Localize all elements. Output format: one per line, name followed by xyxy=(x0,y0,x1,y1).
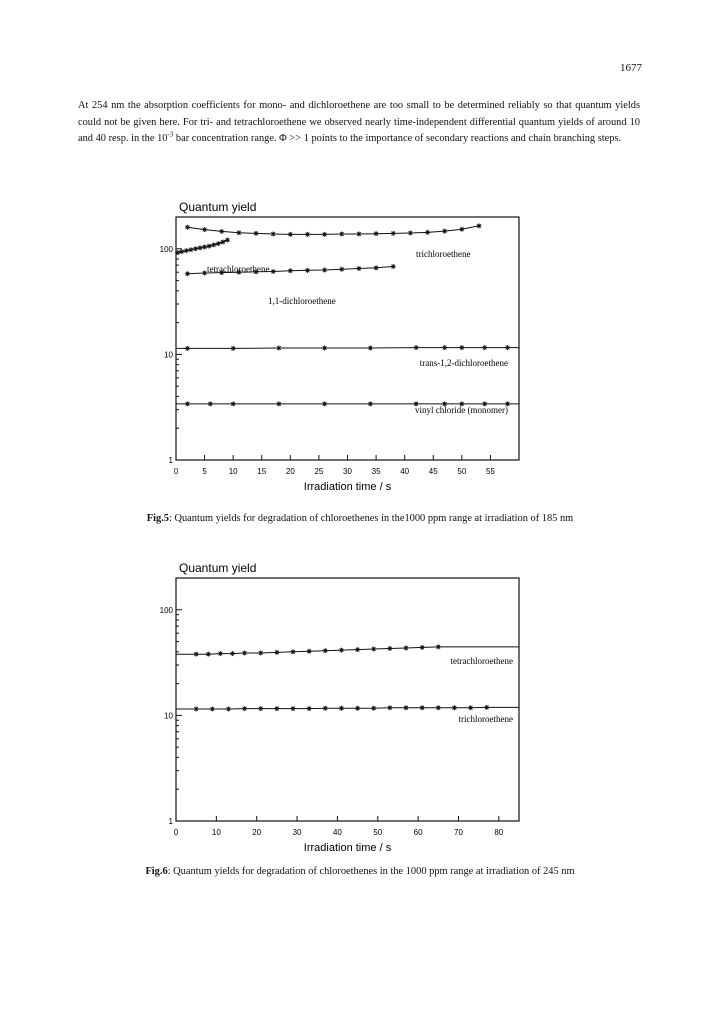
figure-5-caption xyxy=(0,513,720,524)
x-tick-label: 25 xyxy=(314,467,324,476)
data-point-1-1-dichloroethene xyxy=(202,270,207,275)
x-tick-label: 20 xyxy=(252,828,262,837)
figure-5 xyxy=(0,195,720,495)
series-label-trichloroethene: trichloroethene xyxy=(458,714,513,724)
figure-5-chart xyxy=(0,195,720,495)
chart-title: Quantum yield xyxy=(179,561,257,575)
data-point-tetrachloroethene xyxy=(179,249,184,254)
x-axis-label: Irradiation time / s xyxy=(303,481,392,493)
series-label-vinyl-chloride-monomer: vinyl chloride (monomer) xyxy=(415,405,508,415)
data-point-trans-1-2-dichloroethene xyxy=(322,345,327,350)
data-point-trichloroethene xyxy=(484,705,489,710)
data-point-tetrachloroethene xyxy=(218,651,223,656)
x-tick-label: 0 xyxy=(173,828,179,837)
data-point-trichloroethene xyxy=(185,225,190,230)
series-label-tetrachloroethene: tetrachloroethene xyxy=(207,264,270,274)
figure-6-caption-text: : Quantum yields for degradation of chloroethenes in the 1000 ppm range at irradiation of 245 nm xyxy=(167,866,575,877)
data-point-trichloroethene xyxy=(307,706,312,711)
series-label-tetrachloroethene: tetrachloroethene xyxy=(450,656,513,666)
data-point-trichloroethene xyxy=(219,229,224,234)
data-point-tetrachloroethene xyxy=(202,244,207,249)
x-tick-label: 60 xyxy=(413,828,423,837)
x-tick-label: 30 xyxy=(343,467,352,476)
data-point-trichloroethene xyxy=(442,229,447,234)
data-point-vinyl-chloride-monomer xyxy=(231,401,236,406)
chart-title: Quantum yield xyxy=(179,200,257,214)
x-tick-label: 40 xyxy=(400,467,410,476)
data-point-trichloroethene xyxy=(258,706,263,711)
data-point-trans-1-2-dichloroethene xyxy=(459,345,464,350)
data-point-trichloroethene xyxy=(194,706,199,711)
x-tick-label: 40 xyxy=(332,828,342,837)
data-point-tetrachloroethene xyxy=(404,645,409,650)
data-point-1-1-dichloroethene xyxy=(356,266,361,271)
y-tick-label: 10 xyxy=(164,711,173,721)
data-point-1-1-dichloroethene xyxy=(305,268,310,273)
data-point-trichloroethene xyxy=(254,231,259,236)
data-point-tetrachloroethene xyxy=(175,250,180,255)
data-point-tetrachloroethene xyxy=(216,241,221,246)
data-point-tetrachloroethene xyxy=(225,238,230,243)
data-point-trichloroethene xyxy=(408,231,413,236)
data-point-tetrachloroethene xyxy=(242,650,247,655)
data-point-trans-1-2-dichloroethene xyxy=(185,346,190,351)
y-tick-label: 10 xyxy=(164,350,173,360)
data-point-trichloroethene xyxy=(391,231,396,236)
y-tick-label: 1 xyxy=(168,456,173,465)
x-tick-label: 0 xyxy=(173,467,179,476)
data-point-tetrachloroethene xyxy=(323,648,328,653)
data-point-trichloroethene xyxy=(202,227,207,232)
data-point-tetrachloroethene xyxy=(387,646,392,651)
data-point-trans-1-2-dichloroethene xyxy=(368,345,373,350)
data-point-trichloroethene xyxy=(291,706,296,711)
data-point-trichloroethene xyxy=(371,706,376,711)
data-point-trichloroethene xyxy=(452,705,457,710)
data-point-tetrachloroethene xyxy=(193,246,198,251)
data-point-vinyl-chloride-monomer xyxy=(322,401,327,406)
data-point-trichloroethene xyxy=(226,706,231,711)
data-point-tetrachloroethene xyxy=(211,242,216,247)
data-point-vinyl-chloride-monomer xyxy=(185,401,190,406)
x-tick-label: 55 xyxy=(485,467,495,476)
data-point-trichloroethene xyxy=(468,705,473,710)
data-point-tetrachloroethene xyxy=(207,244,212,249)
data-point-1-1-dichloroethene xyxy=(339,267,344,272)
data-point-trichloroethene xyxy=(210,706,215,711)
data-point-tetrachloroethene xyxy=(258,650,263,655)
figure-5-caption-label: Fig.5 xyxy=(146,513,169,524)
data-point-trichloroethene xyxy=(355,706,360,711)
x-tick-label: 30 xyxy=(292,828,302,837)
data-point-trichloroethene xyxy=(356,232,361,237)
series-line-tetrachloroethene xyxy=(176,647,519,654)
data-point-trichloroethene xyxy=(323,706,328,711)
figure-6-chart xyxy=(0,556,720,856)
data-point-trans-1-2-dichloroethene xyxy=(442,345,447,350)
data-point-trichloroethene xyxy=(322,232,327,237)
data-point-trichloroethene xyxy=(476,223,481,228)
x-tick-label: 10 xyxy=(211,828,221,837)
x-tick-label: 80 xyxy=(494,828,504,837)
data-point-trans-1-2-dichloroethene xyxy=(505,345,510,350)
plot-frame xyxy=(176,578,519,821)
data-point-tetrachloroethene xyxy=(220,239,225,244)
data-point-trichloroethene xyxy=(236,230,241,235)
data-point-tetrachloroethene xyxy=(184,248,189,253)
data-point-1-1-dichloroethene xyxy=(391,264,396,269)
data-point-trichloroethene xyxy=(339,706,344,711)
data-point-vinyl-chloride-monomer xyxy=(368,401,373,406)
data-point-1-1-dichloroethene xyxy=(271,269,276,274)
data-point-trichloroethene xyxy=(436,705,441,710)
data-point-1-1-dichloroethene xyxy=(219,270,224,275)
data-point-trichloroethene xyxy=(288,232,293,237)
data-point-trichloroethene xyxy=(459,227,464,232)
data-point-trans-1-2-dichloroethene xyxy=(482,345,487,350)
data-point-1-1-dichloroethene xyxy=(374,265,379,270)
x-tick-label: 50 xyxy=(373,828,383,837)
data-point-trans-1-2-dichloroethene xyxy=(414,345,419,350)
data-point-tetrachloroethene xyxy=(194,652,199,657)
data-point-1-1-dichloroethene xyxy=(254,269,259,274)
data-point-1-1-dichloroethene xyxy=(236,270,241,275)
data-point-trichloroethene xyxy=(271,232,276,237)
body-paragraph xyxy=(78,98,640,148)
data-point-vinyl-chloride-monomer xyxy=(208,401,213,406)
y-tick-label: 100 xyxy=(159,605,173,615)
data-point-trichloroethene xyxy=(374,231,379,236)
x-tick-label: 70 xyxy=(454,828,463,837)
data-point-trichloroethene xyxy=(305,232,310,237)
data-point-trichloroethene xyxy=(420,705,425,710)
figure-6 xyxy=(0,556,720,856)
data-point-tetrachloroethene xyxy=(436,644,441,649)
data-point-tetrachloroethene xyxy=(206,652,211,657)
figure-5-caption-text: : Quantum yields for degradation of chloroethenes in the1000 ppm range at irradiation of 185 nm xyxy=(168,513,574,524)
data-point-tetrachloroethene xyxy=(198,245,203,250)
series-line-trans-1-2-dichloroethene xyxy=(176,348,519,349)
x-tick-label: 20 xyxy=(285,467,295,476)
data-point-1-1-dichloroethene xyxy=(288,268,293,273)
series-label-1-1-dichloroethene: 1,1-dichloroethene xyxy=(268,296,336,306)
series-label-trans-1-2-dichloroethene: trans-1,2-dichloroethene xyxy=(419,358,508,368)
figure-6-caption xyxy=(0,866,720,877)
data-point-trichloroethene xyxy=(339,232,344,237)
data-point-trichloroethene xyxy=(425,230,430,235)
data-point-trichloroethene xyxy=(274,706,279,711)
data-point-trichloroethene xyxy=(404,705,409,710)
y-tick-label: 100 xyxy=(159,244,173,254)
data-point-tetrachloroethene xyxy=(307,649,312,654)
x-axis-label: Irradiation time / s xyxy=(303,842,392,854)
x-tick-label: 45 xyxy=(428,467,438,476)
data-point-trans-1-2-dichloroethene xyxy=(231,346,236,351)
x-tick-label: 15 xyxy=(257,467,267,476)
data-point-tetrachloroethene xyxy=(355,647,360,652)
data-point-tetrachloroethene xyxy=(230,651,235,656)
data-point-tetrachloroethene xyxy=(420,645,425,650)
data-point-vinyl-chloride-monomer xyxy=(276,401,281,406)
data-point-tetrachloroethene xyxy=(371,647,376,652)
series-label-trichloroethene: trichloroethene xyxy=(416,249,471,259)
paragraph-text-2: bar concentration range. Φ >> 1 points to the importance of secondary reactions and chain branching steps. xyxy=(173,133,622,145)
x-tick-label: 35 xyxy=(371,467,381,476)
page-number: 1677 xyxy=(620,62,642,74)
data-point-tetrachloroethene xyxy=(339,648,344,653)
data-point-trans-1-2-dichloroethene xyxy=(276,345,281,350)
data-point-trichloroethene xyxy=(242,706,247,711)
data-point-1-1-dichloroethene xyxy=(185,271,190,276)
data-point-tetrachloroethene xyxy=(188,247,193,252)
data-point-tetrachloroethene xyxy=(291,649,296,654)
x-tick-label: 50 xyxy=(457,467,467,476)
paragraph-text-1: At 254 nm the absorption coefficients for mono- and dichloroethene are too small to be determined reliably so that quantum yields could not be given here. For tri- and tetrachloroethene we observed nearly time-independent differential quantum yields of around 10 and 40 resp. in the 10 xyxy=(78,100,640,145)
figure-6-caption-label: Fig.6 xyxy=(145,866,168,877)
x-tick-label: 5 xyxy=(202,467,207,476)
data-point-tetrachloroethene xyxy=(274,650,279,655)
data-point-1-1-dichloroethene xyxy=(322,267,327,272)
series-line-trichloroethene xyxy=(187,226,479,235)
data-point-trichloroethene xyxy=(387,705,392,710)
x-tick-label: 10 xyxy=(228,467,238,476)
y-tick-label: 1 xyxy=(168,817,173,826)
paragraph-superscript: -3 xyxy=(167,130,174,139)
